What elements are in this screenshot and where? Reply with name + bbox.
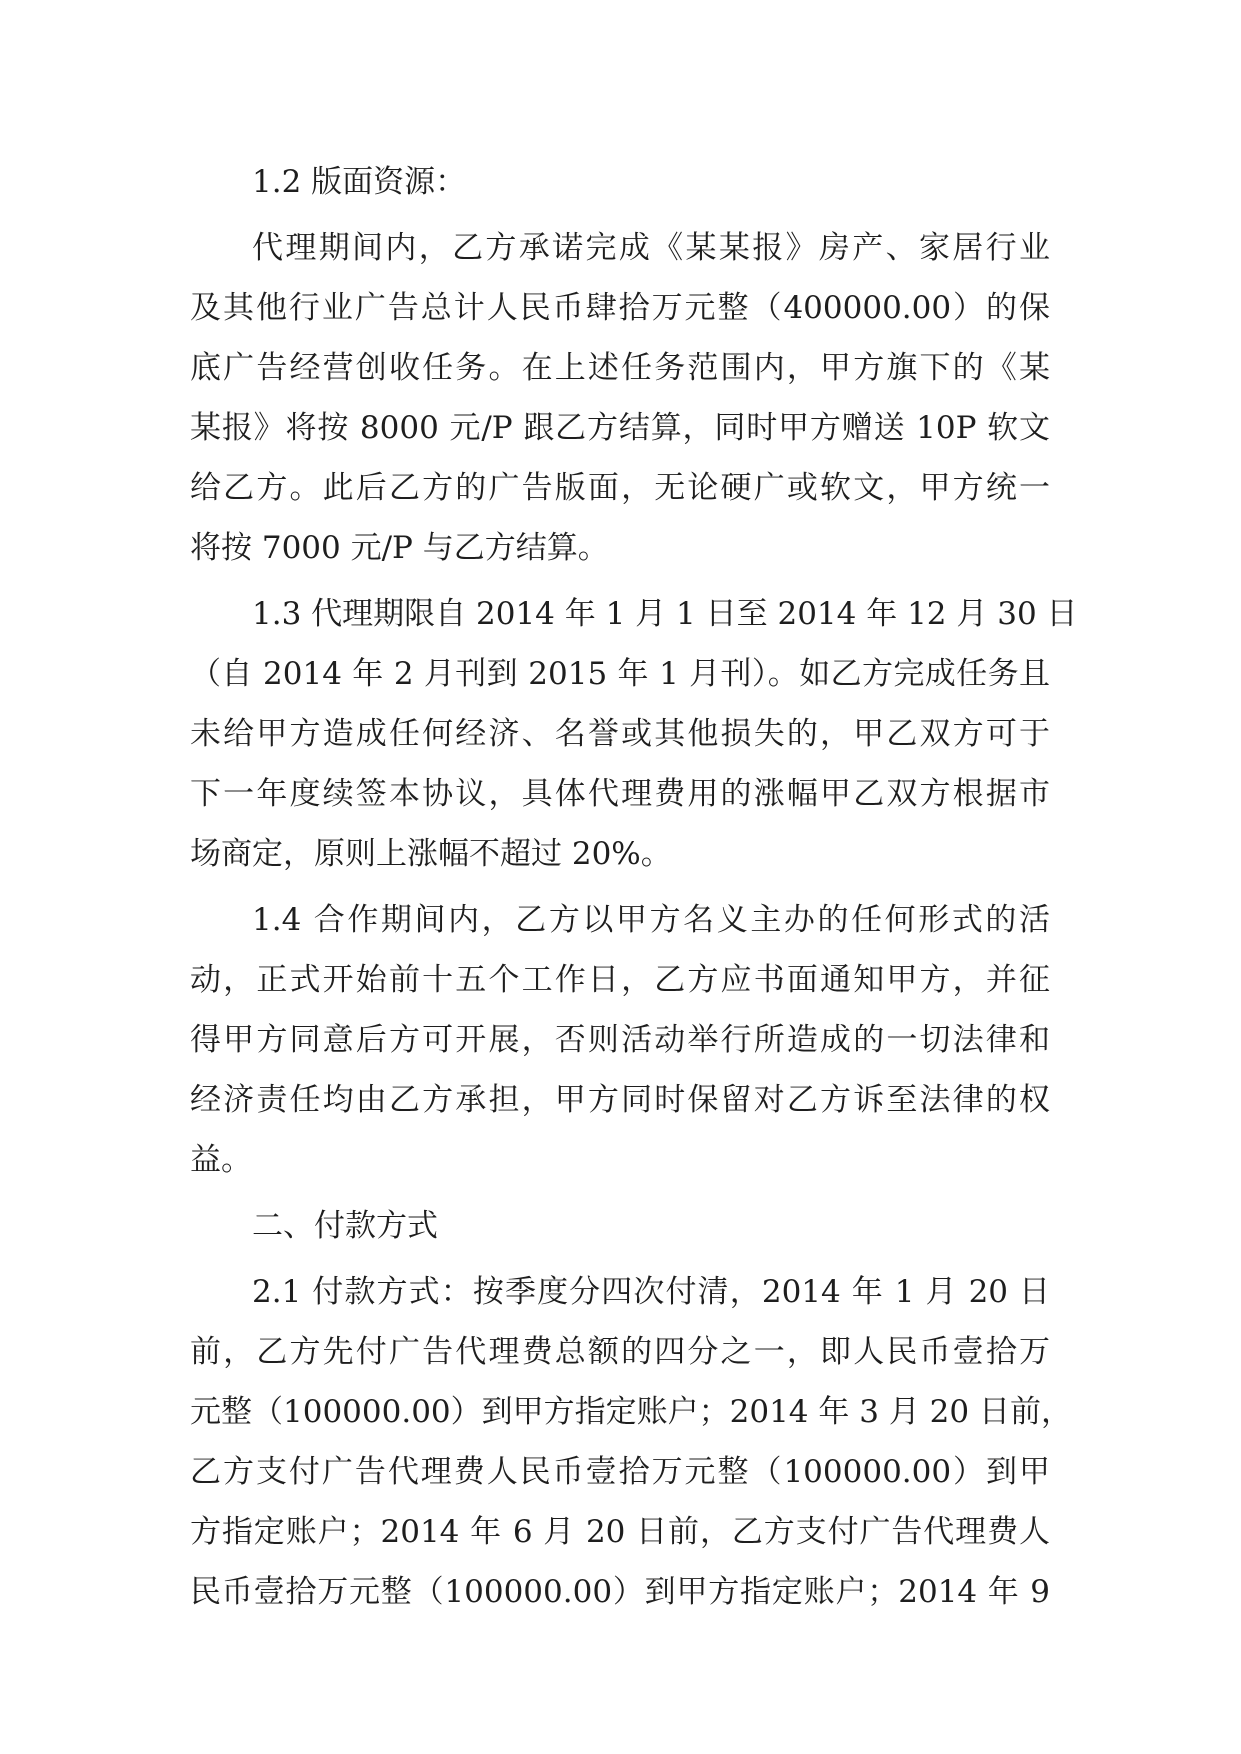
paragraph-line: 经济责任均由乙方承担，甲方同时保留对乙方诉至法律的权 [190,1082,1050,1118]
paragraph-line: 民币壹拾万元整（100000.00）到甲方指定账户；2014 年 9 [190,1574,1050,1610]
paragraph-line: （自 2014 年 2 月刊到 2015 年 1 月刊）。如乙方完成任务且 [190,656,1050,692]
paragraph-line: 前，乙方先付广告代理费总额的四分之一，即人民币壹拾万 [190,1334,1050,1370]
paragraph-line: 方指定账户；2014 年 6 月 20 日前，乙方支付广告代理费人 [190,1514,1050,1550]
section-heading-2: 二、付款方式 [252,1208,438,1244]
paragraph-line: 将按 7000 元/P 与乙方结算。 [190,530,609,566]
paragraph-line: 2.1 付款方式：按季度分四次付清，2014 年 1 月 20 日 [252,1274,1050,1310]
paragraph-line: 元整（100000.00）到甲方指定账户；2014 年 3 月 20 日前， [190,1394,1072,1430]
paragraph-line: 未给甲方造成任何经济、名誉或其他损失的，甲乙双方可于 [190,716,1050,752]
paragraph-line: 下一年度续签本协议，具体代理费用的涨幅甲乙双方根据市 [190,776,1050,812]
paragraph-line: 及其他行业广告总计人民币肆拾万元整（400000.00）的保 [190,290,1050,326]
paragraph-line: 某报》将按 8000 元/P 跟乙方结算，同时甲方赠送 10P 软文 [190,410,1050,446]
paragraph-line: 代理期间内，乙方承诺完成《某某报》房产、家居行业 [252,230,1050,266]
paragraph-line: 益。 [190,1142,252,1178]
paragraph-line: 动，正式开始前十五个工作日，乙方应书面通知甲方，并征 [190,962,1050,998]
paragraph-line: 1.4 合作期间内，乙方以甲方名义主办的任何形式的活 [252,902,1050,938]
paragraph-line: 场商定，原则上涨幅不超过 20%。 [190,836,672,872]
document-body [190,152,1078,1622]
paragraph-line: 得甲方同意后方可开展，否则活动举行所造成的一切法律和 [190,1022,1050,1058]
section-heading-1-2: 1.2 版面资源： [252,164,467,200]
paragraph-line: 给乙方。此后乙方的广告版面，无论硬广或软文，甲方统一 [190,470,1050,506]
paragraph-line: 乙方支付广告代理费人民币壹拾万元整（100000.00）到甲 [190,1454,1050,1490]
paragraph-line: 1.3 代理期限自 2014 年 1 月 1 日至 2014 年 12 月 30 日 [252,596,1078,632]
paragraph-line: 底广告经营创收任务。在上述任务范围内，甲方旗下的《某 [190,350,1050,386]
